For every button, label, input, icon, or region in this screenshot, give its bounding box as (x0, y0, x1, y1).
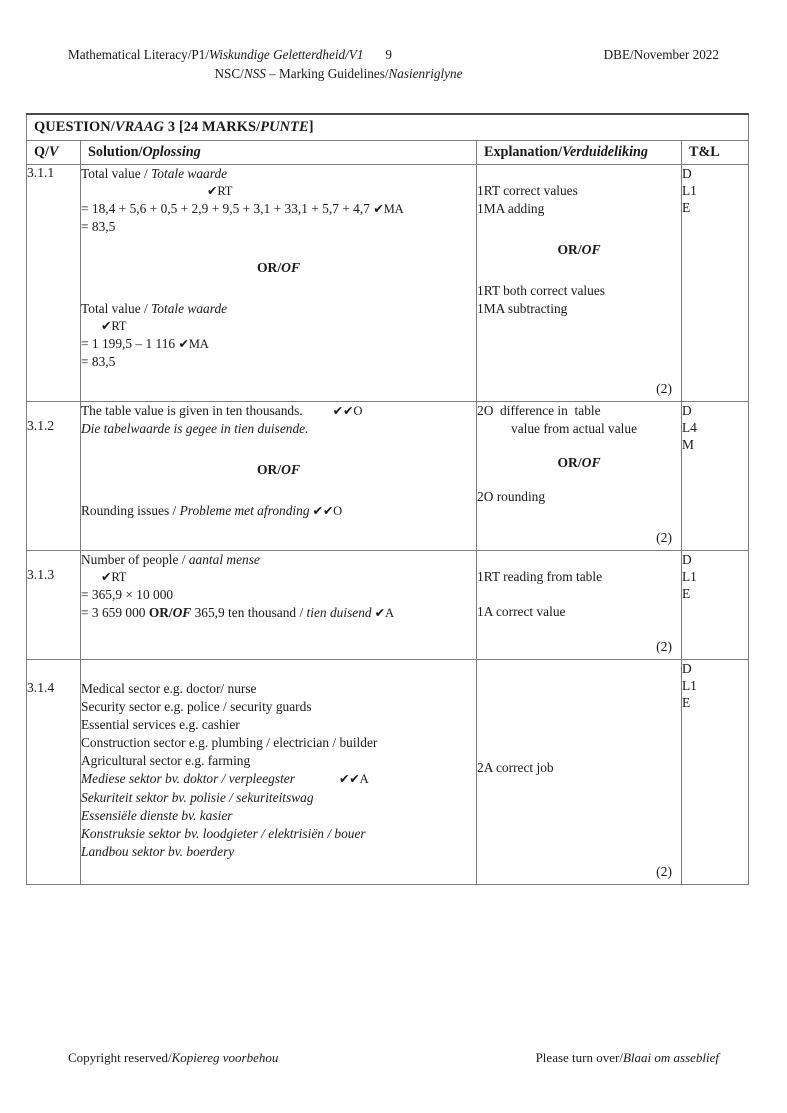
solution-313-tick: ✔RT (101, 570, 127, 585)
copyright-af: Kopiereg voorbehou (171, 1050, 279, 1065)
table-row (27, 165, 749, 402)
solution-cell-312 (81, 402, 477, 551)
solution-311-tick-2: ✔RT (101, 319, 127, 334)
explanation-313-line-2: 1A correct value (477, 604, 566, 620)
solution-label-af: Oplossing (142, 144, 201, 160)
or-label: OR/ (256, 260, 282, 276)
solution-311-heading-1-af: Totale waarde (151, 166, 228, 181)
solution-312-line-1 (81, 402, 476, 420)
of-label: OF (281, 260, 301, 276)
table-row (27, 402, 749, 551)
explanation-312-or-of (477, 455, 681, 471)
copyright-en: Copyright reserved/ (68, 1050, 172, 1065)
or-label: OR/ (557, 455, 582, 471)
solution-311-result-1: = 83,5 (81, 219, 116, 235)
nss-label: NSS (243, 65, 266, 81)
exam-session: DBE/November 2022 (603, 47, 719, 62)
tl-313-1: L1 (682, 569, 697, 585)
solution-311-calc-2-text: = 1 199,5 – 1 116 (81, 336, 179, 352)
explanation-312-line-3: 2O rounding (477, 489, 546, 505)
tl-311-0: D (682, 166, 692, 181)
solution-314-af-0 (81, 770, 476, 788)
or-label: OR/ (557, 242, 582, 258)
solution-312-line-2-af: Die tabelwaarde is gegee in tien duisende. (81, 421, 309, 437)
solution-312-line-1-tick: ✔✔O (332, 404, 363, 418)
solution-314-af-1 (81, 789, 476, 807)
turn-over-notice (536, 1050, 719, 1066)
running-head-line-2 (68, 65, 719, 83)
running-head-line-1 (68, 46, 719, 64)
solution-311-heading-2 (81, 300, 476, 318)
turn-over-en: Please turn over/ (535, 1050, 623, 1065)
solution-314-af-4-text: Landbou sektor bv. boerdery (81, 843, 235, 859)
solution-312-line-3 (81, 502, 476, 520)
solution-313-line-1-af: aantal mense (188, 552, 260, 567)
explanation-label-af: Verduideliking (562, 144, 648, 160)
solution-313-line-3-a: = 3 659 000 (81, 605, 149, 621)
explanation-label-en: Explanation/ (484, 144, 563, 160)
row-number-312: 3.1.2 (27, 402, 81, 551)
question-banner-row (27, 114, 749, 141)
running-head-left (68, 46, 392, 64)
tl-313-2: E (682, 586, 691, 602)
explanation-314-line-1: 2A correct job (477, 760, 554, 775)
subject-label-afrikaans: Wiskundige Geletterdheid/V1 (208, 47, 364, 62)
solution-313-line-3-tick: ✔A (371, 606, 394, 621)
solution-311-heading-1 (81, 165, 476, 183)
vraag-label: VRAAG (114, 119, 165, 135)
copyright-notice (68, 1050, 278, 1066)
nsc-label: NSC/ (214, 65, 244, 81)
tl-311-1: L1 (682, 183, 697, 199)
solution-313-line-3-af: tien duisend (306, 605, 372, 621)
solution-311-or-of (81, 260, 476, 276)
solution-313-line-3 (81, 604, 476, 622)
tl-cell-311 (682, 165, 749, 402)
explanation-311-line-4: 1MA subtracting (477, 301, 568, 317)
page-footer (68, 1050, 719, 1066)
tl-stack-313 (682, 551, 748, 602)
tl-cell-314 (682, 660, 749, 885)
question-marks-suffix: ] (308, 119, 314, 135)
solution-312-line-3-en: Rounding issues / (81, 503, 180, 519)
of-label: OF (581, 455, 601, 471)
solution-313-or: OR/ (148, 605, 173, 621)
solution-cell-313 (81, 551, 477, 660)
solution-311-heading-1-en: Total value / (81, 166, 152, 181)
solution-311-calc-1-tick: ✔MA (373, 202, 404, 217)
page-number: 9 (385, 47, 393, 62)
turn-over-af: Blaai om asseblief (622, 1050, 719, 1065)
explanation-cell-313 (477, 551, 682, 660)
column-header-qv (27, 141, 81, 165)
solution-311-tick-1: ✔RT (207, 184, 233, 199)
table-row (27, 660, 749, 885)
solution-cell-311 (81, 165, 477, 402)
of-label: OF (281, 462, 301, 478)
question-marks-prefix: 3 [24 MARKS/ (164, 119, 261, 135)
tl-314-1: L1 (682, 678, 697, 694)
explanation-311-line-2: 1MA adding (477, 201, 545, 217)
explanation-311-or-of (477, 242, 681, 258)
row-number-313: 3.1.3 (27, 551, 81, 660)
qv-label-af: V (48, 144, 59, 160)
solution-313-line-1-en: Number of people / (81, 552, 189, 567)
tl-312-0: D (682, 403, 692, 418)
tl-cell-312 (682, 402, 749, 551)
marks-allocation-314: (2) (656, 864, 672, 879)
solution-313-line-1 (81, 551, 476, 569)
solution-314-af-3-text: Konstruksie sektor bv. loodgieter / elektrisiën / bouer (81, 825, 366, 841)
column-header-explanation (477, 141, 682, 165)
marks-allocation-313: (2) (656, 639, 672, 654)
solution-label-en: Solution/ (88, 144, 143, 160)
explanation-312-line-2: value from actual value (511, 421, 638, 437)
solution-314-en-3: Construction sector e.g. plumbing / electrician / builder (81, 735, 378, 751)
solution-312-line-1-en: The table value is given in ten thousands. (81, 403, 303, 418)
solution-311-calc-2 (81, 335, 476, 353)
solution-311-calc-2-tick: ✔MA (178, 337, 209, 352)
solution-311-calc-1 (81, 200, 476, 218)
solution-312-line-3-af: Probleme met afronding (179, 503, 310, 519)
row-number-314: 3.1.4 (27, 660, 81, 885)
tl-312-2: M (682, 437, 694, 453)
nasienriglyne-label: Nasienriglyne (388, 65, 463, 81)
explanation-cell-311 (477, 165, 682, 402)
explanation-313-line-1: 1RT reading from table (477, 569, 603, 584)
column-header-tl: T&L (682, 141, 749, 165)
solution-311-result-2: = 83,5 (81, 354, 116, 370)
explanation-cell-314 (477, 660, 682, 885)
solution-314-en-4: Agricultural sector e.g. farming (81, 753, 251, 769)
marking-guidelines-label: – Marking Guidelines/ (265, 65, 389, 81)
explanation-312-line-1: 2O difference in table (477, 403, 601, 418)
tl-stack-314 (682, 660, 748, 711)
tl-313-0: D (682, 552, 692, 567)
question-banner (27, 114, 749, 141)
tl-stack-311 (682, 165, 748, 216)
explanation-311-line-1: 1RT correct values (477, 183, 578, 198)
solution-314-en-2: Essential services e.g. cashier (81, 717, 240, 733)
solution-314-af-1-text: Sekuriteit sektor bv. polisie / sekuriteitswag (81, 789, 314, 805)
marks-allocation-311: (2) (656, 381, 672, 396)
of-label: OF (581, 242, 601, 258)
qv-label-en: Q/ (34, 144, 49, 160)
tl-stack-312 (682, 402, 748, 453)
solution-312-or-of (81, 462, 476, 478)
solution-314-af-2-text: Essensiële dienste bv. kasier (81, 807, 233, 823)
tl-314-2: E (682, 695, 691, 711)
solution-313-line-2: = 365,9 × 10 000 (81, 587, 174, 603)
solution-314-af-0-tick: ✔✔A (338, 772, 369, 787)
solution-314-af-0-text: Mediese sektor bv. doktor / verpleegster (81, 771, 295, 787)
solution-311-calc-1-text: = 18,4 + 5,6 + 0,5 + 2,9 + 9,5 + 3,1 + 33,1 + 5,7 + 4,7 (81, 201, 374, 217)
solution-cell-314 (81, 660, 477, 885)
or-label: OR/ (256, 462, 282, 478)
solution-312-line-2 (81, 420, 476, 438)
solution-314-af-2 (81, 807, 476, 825)
solution-311-heading-2-en: Total value / (81, 301, 152, 317)
solution-314-af-3 (81, 825, 476, 843)
tl-314-0: D (682, 661, 692, 676)
solution-314-en-1: Security sector e.g. police / security guards (81, 699, 312, 715)
punte-label: PUNTE (260, 119, 309, 135)
question-label: QUESTION/ (34, 119, 115, 135)
column-header-row (27, 141, 749, 165)
solution-313-of: OF (172, 605, 192, 621)
solution-314-af-4 (81, 843, 476, 861)
subject-label: Mathematical Literacy/P1/ (68, 47, 209, 62)
tl-cell-313 (682, 551, 749, 660)
solution-312-line-3-tick: ✔✔O (309, 504, 343, 519)
table-row (27, 551, 749, 660)
marks-allocation-312: (2) (656, 530, 672, 545)
row-number-311: 3.1.1 (27, 165, 81, 402)
explanation-311-line-3: 1RT both correct values (477, 283, 605, 299)
column-header-solution (81, 141, 477, 165)
marking-guidelines-table (26, 113, 749, 885)
tl-311-2: E (682, 200, 691, 216)
solution-311-heading-2-af: Totale waarde (151, 301, 228, 317)
tl-312-1: L4 (682, 420, 697, 436)
solution-313-line-3-b: 365,9 ten thousand / (191, 605, 307, 621)
explanation-cell-312 (477, 402, 682, 551)
running-head (68, 46, 719, 83)
solution-314-en-0: Medical sector e.g. doctor/ nurse (81, 681, 257, 696)
